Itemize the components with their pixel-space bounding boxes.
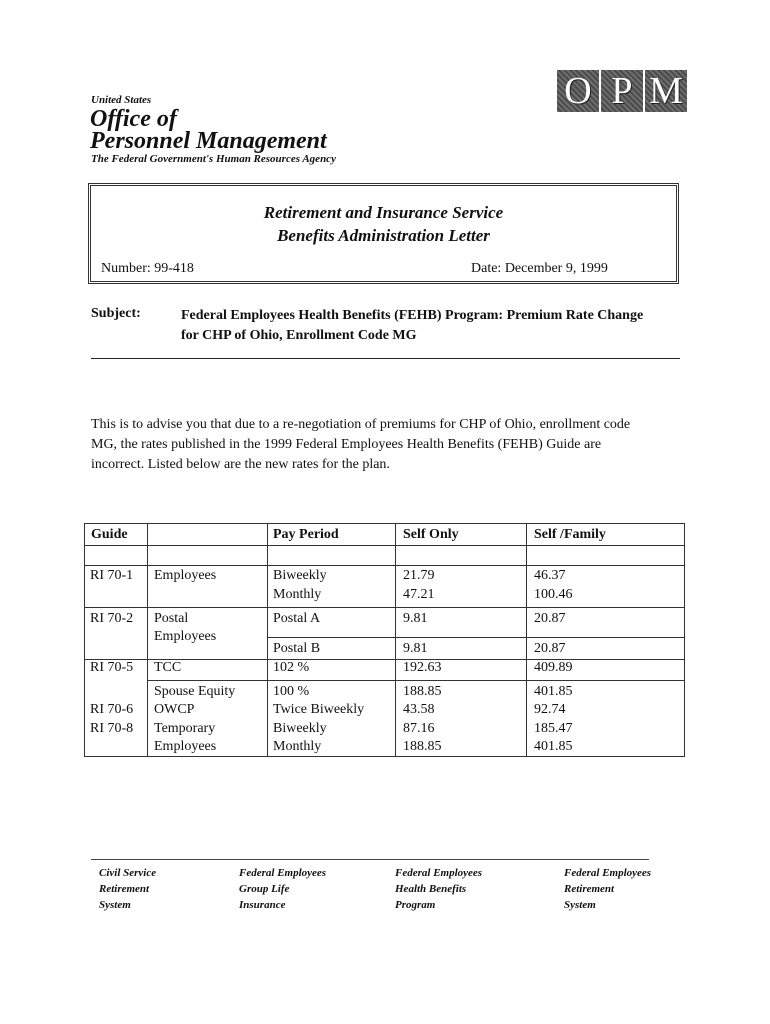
footer-divider: [91, 859, 649, 860]
service-title: Retirement and Insurance Service: [263, 203, 504, 222]
column-divider: [147, 524, 148, 756]
body-paragraph: [91, 415, 681, 475]
logo-letter: O: [564, 70, 592, 112]
row-divider: [147, 680, 684, 681]
row-divider: [267, 637, 684, 638]
cell-self-family: 409.89: [534, 660, 573, 675]
cell-category: Employees: [154, 629, 217, 644]
footer-line: System: [564, 899, 596, 911]
logo-letter-box: [645, 70, 687, 112]
cell-category: Employees: [154, 739, 217, 754]
cell-guide: RI 70-8: [90, 721, 134, 736]
subject-line: Federal Employees Health Benefits (FEHB) Program: Premium Rate Change: [181, 308, 644, 323]
header-guide: Guide: [91, 527, 128, 542]
cell-period: Postal B: [273, 641, 321, 656]
cell-self-only: 9.81: [403, 641, 428, 656]
footer-line: System: [99, 899, 131, 911]
footer-line: Group Life: [239, 883, 290, 895]
agency-name-line2: Personnel Management: [90, 128, 327, 154]
logo-letter-box: [557, 70, 599, 112]
footer-program: [239, 865, 326, 913]
letter-type-title: Benefits Administration Letter: [277, 226, 490, 245]
column-divider: [395, 524, 396, 756]
letter-date: Date: December 9, 1999: [471, 261, 608, 276]
footer-line: Federal Employees: [564, 867, 652, 879]
subject-line: for CHP of Ohio, Enrollment Code MG: [181, 328, 417, 343]
footer-program: [564, 865, 651, 913]
logo-letter: M: [649, 70, 683, 112]
row-divider: [85, 607, 684, 608]
cell-self-family: 401.85: [534, 739, 573, 754]
column-divider: [526, 524, 527, 756]
cell-category: Postal: [154, 611, 189, 626]
cell-self-only: 192.63: [403, 660, 442, 675]
cell-self-family: 100.46: [534, 587, 573, 602]
header-pay-period: Pay Period: [273, 527, 339, 542]
subject-label: Subject:: [91, 306, 141, 321]
logo-letter: P: [611, 70, 633, 112]
footer-program: [395, 865, 482, 913]
footer-line: Retirement: [99, 883, 150, 895]
footer-line: Program: [395, 899, 436, 911]
cell-self-only: 188.85: [403, 739, 442, 754]
agency-name-line1: Office of: [90, 106, 177, 132]
cell-period: Monthly: [273, 739, 322, 754]
row-divider: [85, 565, 684, 566]
cell-self-family: 401.85: [534, 684, 573, 699]
cell-self-only: 188.85: [403, 684, 442, 699]
cell-self-only: 87.16: [403, 721, 435, 736]
header-self-only: Self Only: [403, 527, 459, 542]
cell-self-family: 46.37: [534, 568, 566, 583]
body-line: MG, the rates published in the 1999 Federal Employees Health Benefits (FEHB) Guide are: [91, 437, 602, 452]
logo-letter-box: [601, 70, 643, 112]
footer-line: Health Benefits: [395, 883, 467, 895]
footer-line: Retirement: [564, 883, 615, 895]
cell-self-family: 20.87: [534, 611, 566, 626]
cell-period: 102 %: [273, 660, 310, 675]
cell-period: Biweekly: [273, 568, 327, 583]
footer-line: Civil Service: [99, 867, 157, 879]
letter-title-box: [88, 183, 679, 284]
footer-line: Insurance: [239, 899, 286, 911]
cell-period: Biweekly: [273, 721, 327, 736]
cell-period: Postal A: [273, 611, 321, 626]
cell-self-family: 185.47: [534, 721, 573, 736]
cell-self-only: 21.79: [403, 568, 435, 583]
cell-category: Spouse Equity: [154, 684, 236, 699]
cell-category: Employees: [154, 568, 217, 583]
agency-tagline: The Federal Government's Human Resources Agency: [91, 153, 336, 165]
footer-line: Federal Employees: [395, 867, 483, 879]
opm-logo: [557, 70, 687, 112]
cell-guide: RI 70-6: [90, 702, 134, 717]
footer-program: [99, 865, 156, 913]
cell-self-family: 20.87: [534, 641, 566, 656]
subject-divider: [91, 358, 680, 359]
cell-period: Monthly: [273, 587, 322, 602]
cell-self-only: 47.21: [403, 587, 435, 602]
letter-number: Number: 99-418: [101, 261, 194, 276]
row-divider: [85, 545, 684, 546]
body-line: This is to advise you that due to a re-negotiation of premiums for CHP of Ohio, enrollment code: [91, 417, 631, 432]
cell-category: Temporary: [154, 721, 216, 736]
header-self-family: Self /Family: [534, 527, 606, 542]
cell-self-only: 9.81: [403, 611, 428, 626]
cell-self-only: 43.58: [403, 702, 435, 717]
footer-line: Federal Employees: [239, 867, 327, 879]
cell-period: Twice Biweekly: [273, 702, 365, 717]
cell-guide: RI 70-2: [90, 611, 134, 626]
cell-guide: RI 70-5: [90, 660, 134, 675]
cell-period: 100 %: [273, 684, 310, 699]
cell-guide: RI 70-1: [90, 568, 134, 583]
body-line: incorrect. Listed below are the new rates for the plan.: [91, 457, 390, 472]
subject-text: [181, 306, 681, 346]
cell-category: OWCP: [154, 702, 195, 717]
rate-table: [84, 523, 685, 757]
agency-country: United States: [91, 94, 152, 106]
cell-self-family: 92.74: [534, 702, 566, 717]
cell-category: TCC: [154, 660, 182, 675]
column-divider: [267, 524, 268, 756]
